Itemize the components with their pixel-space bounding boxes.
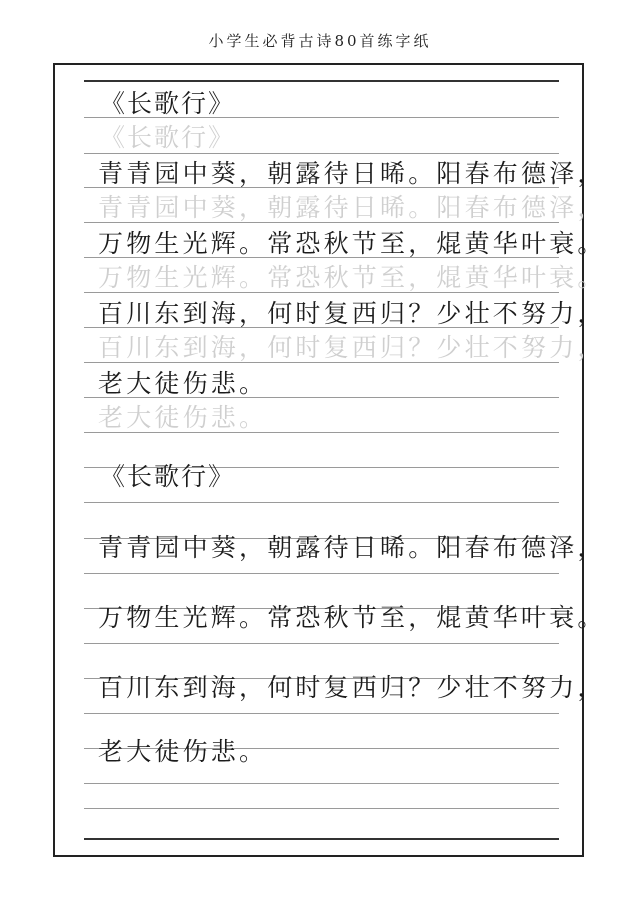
rule-line (84, 713, 559, 714)
poem-line: 老大徒伤悲。 (98, 737, 268, 766)
poem-line: 青青园中葵，朝露待日晞。阳春布德泽， (98, 533, 606, 562)
poem-line-trace: 老大徒伤悲。 (98, 403, 268, 432)
poem-line: 万物生光辉。常恐秋节至，焜黄华叶衰。 (98, 603, 606, 632)
poem-line: 青青园中葵，朝露待日晞。阳春布德泽， (98, 159, 606, 188)
poem-line: 老大徒伤悲。 (98, 369, 268, 398)
poem-line-trace: 青青园中葵，朝露待日晞。阳春布德泽， (98, 193, 606, 222)
rule-line (84, 783, 559, 784)
rule-line (84, 153, 559, 154)
poem-title: 《长歌行》 (100, 462, 236, 491)
poem-line: 百川东到海，何时复西归？少壮不努力， (98, 673, 606, 702)
poem-line: 百川东到海，何时复西归？少壮不努力， (98, 299, 606, 328)
poem-line-trace: 万物生光辉。常恐秋节至，焜黄华叶衰。 (98, 263, 606, 292)
poem-line-trace: 百川东到海，何时复西归？少壮不努力， (98, 333, 606, 362)
poem-title: 《长歌行》 (100, 89, 236, 118)
poem-title-trace: 《长歌行》 (100, 123, 236, 152)
poem-line: 万物生光辉。常恐秋节至，焜黄华叶衰。 (98, 229, 606, 258)
rule-line (84, 502, 559, 503)
rule-line (84, 573, 559, 574)
rule-line (84, 838, 559, 840)
page-title: 小学生必背古诗80首练字纸 (208, 32, 432, 50)
rule-line (84, 80, 559, 82)
rule-line (84, 808, 559, 809)
rule-line (84, 643, 559, 644)
